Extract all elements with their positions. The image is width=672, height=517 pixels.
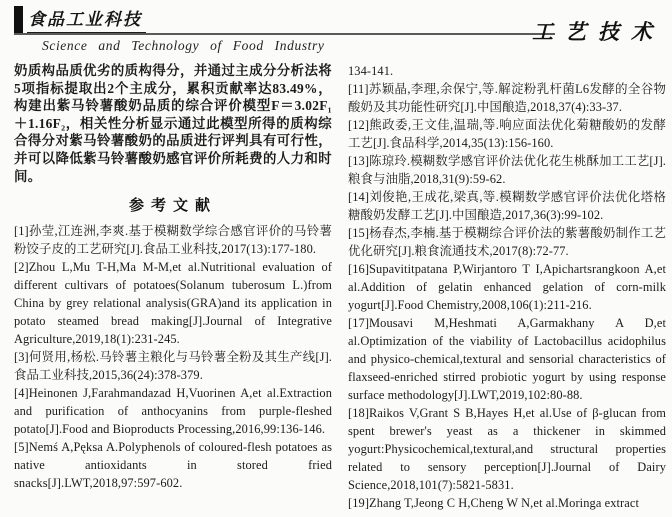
reference-continuation: 134-141.	[348, 64, 394, 78]
left-column	[14, 62, 332, 492]
right-column	[348, 62, 666, 512]
journal-name-english: Science and Technology of Food Industry	[42, 38, 325, 53]
references-list-right	[348, 80, 666, 512]
reference-item-14: [14]刘俊艳,王成花,梁真,等.模糊数学感官评价法优化塔格糖酸奶发酵工艺[J].中国酿造,2017,36(3):99-102.	[348, 190, 666, 222]
reference-item-5: [5]Nemś A,Pęksa A.Polyphenols of coloured-flesh potatoes as native antioxidants in stored fried snacks[J].LWT,2018,97:597-602.	[14, 440, 332, 491]
section-title: 工艺技术	[532, 20, 664, 44]
reference-item-11: [11]苏颖晶,李理,余保宁,等.解淀粉乳杆菌L6发酵的全谷物酸奶及其功能性研究[J].中国酿造,2018,37(4):33-37.	[348, 82, 666, 114]
conclusion-paragraph: 奶质构品质优劣的质构得分，并通过主成分分析法将5项指标提取出2个主成分，累积贡献率达83.49%，构建出紫马铃薯酸奶品质的综合评价模型F＝3.02F₁＋1.16F₂，相关性分析显示通过此模型所得的质构综合得分对紫马铃薯酸奶的品质进行评判具有可行性，并可以降低紫马铃薯酸奶感官评价所耗费的人力和时间。	[14, 63, 332, 184]
reference-item-2: [2]Zhou L,Mu T-H,Ma M-M,et al.Nutritional evaluation of different cultivars of potatoes(Solanum tuberosum L.)from China by grey relational analysis(GRA)and its application in potato steamed bread making[J].Journal of Integrative Agriculture,2019,18(1):231-245.	[14, 260, 332, 347]
journal-logo: 食品工业科技	[27, 5, 146, 34]
references-list-left	[14, 222, 332, 492]
reference-item-1: [1]孙莹,江连洲,李爽.基于模糊数学综合感官评价的马铃薯粉饺子皮的工艺研究[J].食品工业科技,2017(13):177-180.	[14, 224, 332, 257]
references-heading: 参考文献	[128, 198, 217, 215]
reference-item-4: [4]Heinonen J,Farahmandazad H,Vuorinen A,et al.Extraction and purification of anthocyanins from purple-fleshed potato[J].Food and Bioproducts Processing,2016,99:136-146.	[14, 386, 332, 437]
reference-item-13: [13]陈琼玲.模糊数学感官评价法优化花生桃酥加工工艺[J].粮食与油脂,2018,31(9):59-62.	[348, 154, 666, 186]
reference-item-15: [15]杨春杰,李楠.基于模糊综合评价法的紫薯酸奶制作工艺优化研究[J].粮食流通技术,2017(8):72-77.	[348, 226, 666, 258]
reference-item-19: [19]Zhang T,Jeong C H,Cheng W N,et al.Moringa extract	[348, 496, 640, 510]
reference-item-18: [18]Raikos V,Grant S B,Hayes H,et al.Use of β-glucan from spent brewer's yeast as a thickener in skimmed yogurt:Physicochemical,textural,and structural properties related to sensory perception[J].Journal of Dairy Science,2018,101(7):5821-5831.	[348, 406, 666, 492]
reference-item-16: [16]Supavititpatana P,Wirjantoro T I,Apichartsrangkoon A,et al.Addition of gelatin enhanced gelation of corn-milk yogurt[J].Food Chemistry,2008,106(1):211-216.	[348, 262, 666, 312]
reference-item-17: [17]Mousavi M,Heshmati A,Garmakhany A D,et al.Optimization of the viability of Lactobacillus acidophilus and physico-chemical,textural and sensorial characteristics of flaxseed-enriched stirred probiotic yogurt by using response surface methodology[J].LWT,2019,102:80-88.	[348, 316, 666, 402]
reference-item-3: [3]何贤用,杨松.马铃薯主粮化与马铃薯全粉及其生产线[J].食品工业科技,2015,36(24):378-379.	[14, 350, 332, 383]
masthead-rule	[14, 33, 555, 35]
reference-item-12: [12]熊政委,王文佳,温瑞,等.响应面法优化菊糖酸奶的发酵工艺[J].食品科学,2014,35(13):156-160.	[348, 118, 666, 150]
logo-accent-bar	[14, 6, 23, 35]
